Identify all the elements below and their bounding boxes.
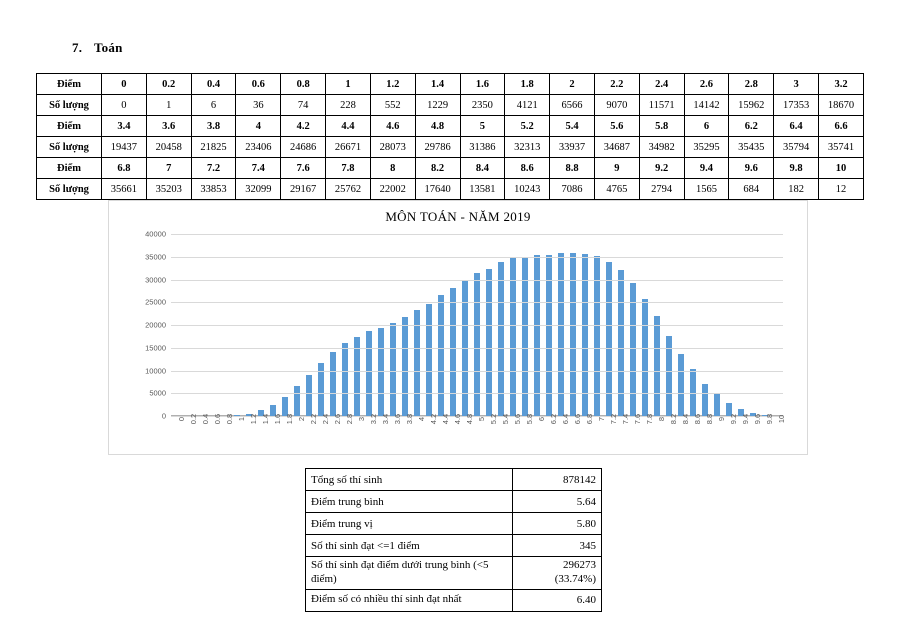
chart-x-tick-label: 3 — [357, 416, 366, 422]
chart-x-label-slot — [531, 416, 546, 457]
chart-x-label-slot — [351, 416, 366, 457]
chart-gridline — [171, 257, 783, 258]
chart-bar — [558, 253, 564, 416]
chart-x-label-slot — [471, 416, 486, 457]
score-cell: 8 — [370, 158, 415, 179]
score-cell: 5.2 — [505, 116, 550, 137]
chart-x-label-slot — [459, 413, 474, 457]
count-cell: 33937 — [550, 137, 595, 158]
score-cell: 2.6 — [684, 74, 729, 95]
summary-row — [306, 535, 602, 557]
chart-bar — [678, 354, 684, 416]
chart-x-label-slot — [435, 413, 450, 457]
summary-row — [306, 557, 602, 590]
chart-bar — [366, 331, 372, 416]
score-cell: 5 — [460, 116, 505, 137]
summary-statistics-table — [305, 468, 602, 612]
score-cell: 2.4 — [639, 74, 684, 95]
score-cell: 9 — [594, 158, 639, 179]
score-cell: 1.4 — [415, 74, 460, 95]
score-cell: 0.4 — [191, 74, 236, 95]
score-cell: 7.2 — [191, 158, 236, 179]
summary-row — [306, 491, 602, 513]
score-cell: 4.2 — [281, 116, 326, 137]
chart-y-tick-label: 15000 — [145, 343, 166, 353]
section-heading — [72, 40, 123, 56]
chart-x-tick-label: 5.4 — [501, 413, 510, 425]
chart-bar — [522, 257, 528, 416]
chart-x-label-slot — [627, 413, 642, 457]
chart-x-tick-label: 5.8 — [525, 413, 534, 425]
chart-gridline — [171, 280, 783, 281]
chart-x-tick-label: 9 — [717, 416, 726, 422]
count-cell: 4121 — [505, 95, 550, 116]
chart-x-label-slot — [231, 416, 246, 457]
chart-x-tick-label: 7.8 — [645, 413, 654, 425]
count-cell: 36 — [236, 95, 281, 116]
chart-x-tick-label: 2 — [297, 416, 306, 422]
summary-value: 6.40 — [513, 589, 602, 611]
score-cell: 0 — [102, 74, 147, 95]
score-cell: 6.6 — [819, 116, 864, 137]
chart-x-label-slot — [591, 416, 606, 457]
summary-label: Điểm trung bình — [306, 491, 513, 513]
chart-x-label-slot — [255, 413, 270, 457]
count-cell: 2350 — [460, 95, 505, 116]
score-cell: 3.2 — [819, 74, 864, 95]
score-cell: 8.2 — [415, 158, 460, 179]
chart-x-tick-label: 3.2 — [369, 413, 378, 425]
summary-row — [306, 513, 602, 535]
score-cell: 5.4 — [550, 116, 595, 137]
chart-bar — [570, 253, 576, 416]
score-cell: 8.6 — [505, 158, 550, 179]
chart-x-tick-label: 8.8 — [705, 413, 714, 425]
chart-x-label-slot — [171, 416, 186, 457]
chart-x-label-slot — [603, 413, 618, 457]
row-header-count: Số lượng — [37, 179, 102, 200]
score-cell: 9.8 — [774, 158, 819, 179]
count-cell: 25762 — [326, 179, 371, 200]
count-cell: 1 — [146, 95, 191, 116]
count-cell: 35295 — [684, 137, 729, 158]
chart-x-tick-label: 4.2 — [429, 413, 438, 425]
chart-x-label-slot — [579, 413, 594, 457]
chart-x-label-slot — [675, 413, 690, 457]
row-header-score: Điểm — [37, 116, 102, 137]
row-header-count: Số lượng — [37, 95, 102, 116]
table-row — [37, 158, 864, 179]
count-cell: 29167 — [281, 179, 326, 200]
table-row — [37, 179, 864, 200]
score-cell: 1 — [326, 74, 371, 95]
chart-x-tick-label: 6.6 — [573, 413, 582, 425]
chart-x-tick-label: 5 — [477, 416, 486, 422]
count-cell: 552 — [370, 95, 415, 116]
chart-x-tick-label: 1.8 — [285, 413, 294, 425]
chart-x-tick-label: 1 — [237, 416, 246, 422]
row-header-score: Điểm — [37, 74, 102, 95]
score-cell: 8.4 — [460, 158, 505, 179]
chart-bar — [438, 295, 444, 416]
count-cell: 35741 — [819, 137, 864, 158]
score-cell: 6 — [684, 116, 729, 137]
count-cell: 74 — [281, 95, 326, 116]
chart-x-tick-label: 10 — [777, 414, 786, 424]
chart-bar — [354, 337, 360, 416]
count-cell: 14142 — [684, 95, 729, 116]
chart-x-label-slot — [315, 413, 330, 457]
chart-x-tick-label: 7 — [597, 416, 606, 422]
chart-x-tick-label: 7.6 — [633, 413, 642, 425]
chart-bar — [450, 288, 456, 416]
score-cell: 1.6 — [460, 74, 505, 95]
count-cell: 4765 — [594, 179, 639, 200]
chart-x-tick-label: 6 — [537, 416, 546, 422]
chart-gridline — [171, 371, 783, 372]
count-cell: 21825 — [191, 137, 236, 158]
score-cell: 9.2 — [639, 158, 684, 179]
chart-x-label-slot — [687, 413, 702, 457]
chart-x-tick-label: 9.8 — [765, 413, 774, 425]
chart-bar — [378, 328, 384, 416]
chart-x-tick-label: 2.4 — [321, 413, 330, 425]
chart-x-tick-label: 9.4 — [741, 413, 750, 425]
chart-y-tick-label: 30000 — [145, 275, 166, 284]
chart-x-label-slot — [771, 414, 786, 457]
chart-x-tick-label: 8 — [657, 416, 666, 422]
score-cell: 1.8 — [505, 74, 550, 95]
chart-x-label-slot — [243, 413, 258, 457]
chart-x-tick-label: 0.8 — [225, 413, 234, 425]
count-cell: 35794 — [774, 137, 819, 158]
count-cell: 35203 — [146, 179, 191, 200]
score-cell: 3.6 — [146, 116, 191, 137]
chart-x-label-slot — [423, 413, 438, 457]
count-cell: 9070 — [594, 95, 639, 116]
chart-x-tick-label: 4.8 — [465, 413, 474, 425]
chart-x-tick-label: 8.2 — [669, 413, 678, 425]
chart-x-label-slot — [279, 413, 294, 457]
chart-x-tick-label: 0.4 — [201, 413, 210, 425]
chart-bar — [342, 343, 348, 416]
score-cell: 10 — [819, 158, 864, 179]
chart-x-label-slot — [483, 413, 498, 457]
chart-x-tick-label: 9.6 — [753, 413, 762, 425]
count-cell: 6566 — [550, 95, 595, 116]
score-cell: 6.8 — [102, 158, 147, 179]
chart-x-label-slot — [615, 413, 630, 457]
chart-x-tick-label: 8.4 — [681, 413, 690, 425]
chart-x-label-slot — [183, 413, 198, 457]
chart-x-tick-label: 1.4 — [261, 413, 270, 425]
chart-x-tick-label: 0 — [177, 416, 186, 422]
summary-row — [306, 589, 602, 611]
chart-x-tick-label: 2.6 — [333, 413, 342, 425]
count-cell: 13581 — [460, 179, 505, 200]
chart-x-label-slot — [759, 413, 774, 457]
score-cell: 4.4 — [326, 116, 371, 137]
chart-x-label-slot — [363, 413, 378, 457]
chart-y-tick-label: 40000 — [145, 229, 166, 239]
score-cell: 0.6 — [236, 74, 281, 95]
chart-y-tick-label: 10000 — [145, 366, 166, 375]
chart-x-label-slot — [267, 413, 282, 457]
chart-x-tick-label: 0.6 — [213, 413, 222, 425]
chart-x-label-slot — [219, 413, 234, 457]
score-cell: 8.8 — [550, 158, 595, 179]
count-cell: 10243 — [505, 179, 550, 200]
count-cell: 31386 — [460, 137, 505, 158]
chart-x-label-slot — [339, 413, 354, 457]
count-cell: 11571 — [639, 95, 684, 116]
table-row — [37, 74, 864, 95]
score-cell: 2 — [550, 74, 595, 95]
count-cell: 33853 — [191, 179, 236, 200]
table-row — [37, 137, 864, 158]
summary-value: 878142 — [513, 469, 602, 491]
chart-bar — [654, 316, 660, 416]
chart-x-label-slot — [567, 413, 582, 457]
score-cell: 3.4 — [102, 116, 147, 137]
chart-x-tick-label: 2.2 — [309, 413, 318, 425]
summary-value: 5.80 — [513, 513, 602, 535]
section-title: Toán — [94, 40, 123, 55]
chart-gridline — [171, 302, 783, 303]
count-cell: 20458 — [146, 137, 191, 158]
chart-bar — [582, 254, 588, 416]
chart-gridline — [171, 393, 783, 394]
count-cell: 26671 — [326, 137, 371, 158]
summary-row — [306, 469, 602, 491]
chart-x-tick-label: 0.2 — [189, 413, 198, 425]
count-cell: 182 — [774, 179, 819, 200]
chart-bar — [642, 299, 648, 416]
chart-x-label-slot — [507, 413, 522, 457]
chart-x-label-slot — [699, 413, 714, 457]
chart-x-axis-labels — [171, 413, 786, 457]
row-header-count: Số lượng — [37, 137, 102, 158]
chart-gridline — [171, 234, 783, 235]
chart-x-tick-label: 4.6 — [453, 413, 462, 425]
count-cell: 34982 — [639, 137, 684, 158]
chart-gridline — [171, 348, 783, 349]
chart-x-tick-label: 8.6 — [693, 413, 702, 425]
chart-x-tick-label: 3.6 — [393, 413, 402, 425]
row-header-score: Điểm — [37, 158, 102, 179]
count-cell: 6 — [191, 95, 236, 116]
chart-x-label-slot — [651, 416, 666, 457]
chart-x-tick-label: 6.2 — [549, 413, 558, 425]
count-cell: 32099 — [236, 179, 281, 200]
count-cell: 32313 — [505, 137, 550, 158]
chart-x-label-slot — [303, 413, 318, 457]
chart-x-tick-label: 1.2 — [249, 413, 258, 425]
score-cell: 5.6 — [594, 116, 639, 137]
count-cell: 22002 — [370, 179, 415, 200]
table-row — [37, 116, 864, 137]
chart-x-tick-label: 3.4 — [381, 413, 390, 425]
chart-x-label-slot — [195, 413, 210, 457]
chart-x-tick-label: 9.2 — [729, 413, 738, 425]
chart-y-tick-label: 20000 — [145, 320, 166, 330]
chart-x-label-slot — [639, 413, 654, 457]
chart-bar — [294, 386, 300, 416]
chart-x-label-slot — [399, 413, 414, 457]
score-cell: 4.8 — [415, 116, 460, 137]
chart-x-label-slot — [447, 413, 462, 457]
chart-bar — [402, 317, 408, 416]
summary-value: 296273 (33.74%) — [513, 557, 602, 590]
chart-x-tick-label: 6.4 — [561, 413, 570, 425]
chart-x-label-slot — [663, 413, 678, 457]
count-cell: 34687 — [594, 137, 639, 158]
chart-x-label-slot — [735, 413, 750, 457]
chart-x-label-slot — [411, 416, 426, 457]
chart-title: MÔN TOÁN - NĂM 2019 — [385, 209, 531, 224]
chart-bar — [714, 394, 720, 416]
summary-label: Điểm trung vị — [306, 513, 513, 535]
count-cell: 684 — [729, 179, 774, 200]
count-cell: 12 — [819, 179, 864, 200]
count-cell: 7086 — [550, 179, 595, 200]
chart-x-tick-label: 6.8 — [585, 413, 594, 425]
count-cell: 35435 — [729, 137, 774, 158]
chart-x-label-slot — [711, 416, 726, 457]
section-number: 7. — [72, 40, 83, 55]
chart-bar — [426, 304, 432, 416]
summary-value: 5.64 — [513, 491, 602, 513]
count-cell: 1565 — [684, 179, 729, 200]
score-cell: 7.8 — [326, 158, 371, 179]
score-cell: 6.2 — [729, 116, 774, 137]
score-cell: 9.6 — [729, 158, 774, 179]
score-cell: 2.8 — [729, 74, 774, 95]
count-cell: 228 — [326, 95, 371, 116]
chart-x-label-slot — [723, 413, 738, 457]
chart-bar — [306, 375, 312, 416]
score-cell: 4 — [236, 116, 281, 137]
count-cell: 18670 — [819, 95, 864, 116]
summary-value: 345 — [513, 535, 602, 557]
chart-x-label-slot — [747, 413, 762, 457]
score-cell: 3 — [774, 74, 819, 95]
score-cell: 3.8 — [191, 116, 236, 137]
chart-bar — [330, 352, 336, 416]
chart-bar — [702, 384, 708, 416]
score-cell: 9.4 — [684, 158, 729, 179]
count-cell: 35661 — [102, 179, 147, 200]
chart-x-tick-label: 7.2 — [609, 413, 618, 425]
score-cell: 7.4 — [236, 158, 281, 179]
chart-x-tick-label: 7.4 — [621, 413, 630, 425]
chart-y-tick-label: 35000 — [145, 252, 166, 262]
chart-x-tick-label: 3.8 — [405, 413, 414, 425]
count-cell: 0 — [102, 95, 147, 116]
score-cell: 0.2 — [146, 74, 191, 95]
count-cell: 17640 — [415, 179, 460, 200]
chart-x-label-slot — [387, 413, 402, 457]
count-cell: 19437 — [102, 137, 147, 158]
chart-x-tick-label: 5.6 — [513, 413, 522, 425]
chart-bar — [390, 323, 396, 416]
count-cell: 24686 — [281, 137, 326, 158]
chart-x-tick-label: 5.2 — [489, 413, 498, 425]
chart-x-label-slot — [291, 416, 306, 457]
chart-x-tick-label: 4 — [417, 416, 426, 422]
score-cell: 2.2 — [594, 74, 639, 95]
score-cell: 7 — [146, 158, 191, 179]
count-cell: 28073 — [370, 137, 415, 158]
score-distribution-table — [36, 73, 864, 200]
chart-x-label-slot — [543, 413, 558, 457]
summary-label: Số thí sinh đạt <=1 điểm — [306, 535, 513, 557]
count-cell: 15962 — [729, 95, 774, 116]
count-cell: 17353 — [774, 95, 819, 116]
count-cell: 2794 — [639, 179, 684, 200]
count-cell: 23406 — [236, 137, 281, 158]
score-cell: 4.6 — [370, 116, 415, 137]
chart-y-tick-label: 5000 — [149, 388, 166, 398]
summary-label: Tổng số thí sinh — [306, 469, 513, 491]
count-cell: 1229 — [415, 95, 460, 116]
score-cell: 6.4 — [774, 116, 819, 137]
chart-x-tick-label: 1.6 — [273, 413, 282, 425]
summary-label: Số thí sinh đạt điểm dưới trung bình (<5 điểm) — [306, 557, 513, 590]
chart-bar — [474, 273, 480, 416]
chart-x-tick-label: 4.4 — [441, 413, 450, 425]
chart-x-label-slot — [375, 413, 390, 457]
score-cell: 5.8 — [639, 116, 684, 137]
chart-x-label-slot — [519, 413, 534, 457]
chart-x-label-slot — [207, 413, 222, 457]
score-cell: 1.2 — [370, 74, 415, 95]
score-cell: 7.6 — [281, 158, 326, 179]
chart-gridline — [171, 325, 783, 326]
chart-x-label-slot — [327, 413, 342, 457]
summary-label: Điểm số có nhiều thí sinh đạt nhất — [306, 589, 513, 611]
histogram-chart — [108, 200, 808, 455]
chart-x-label-slot — [555, 413, 570, 457]
chart-y-tick-label: 25000 — [145, 297, 166, 307]
score-cell: 0.8 — [281, 74, 326, 95]
chart-y-tick-label: 0 — [161, 411, 166, 421]
table-row — [37, 95, 864, 116]
chart-x-tick-label: 2.8 — [345, 413, 354, 425]
count-cell: 29786 — [415, 137, 460, 158]
chart-x-label-slot — [495, 413, 510, 457]
